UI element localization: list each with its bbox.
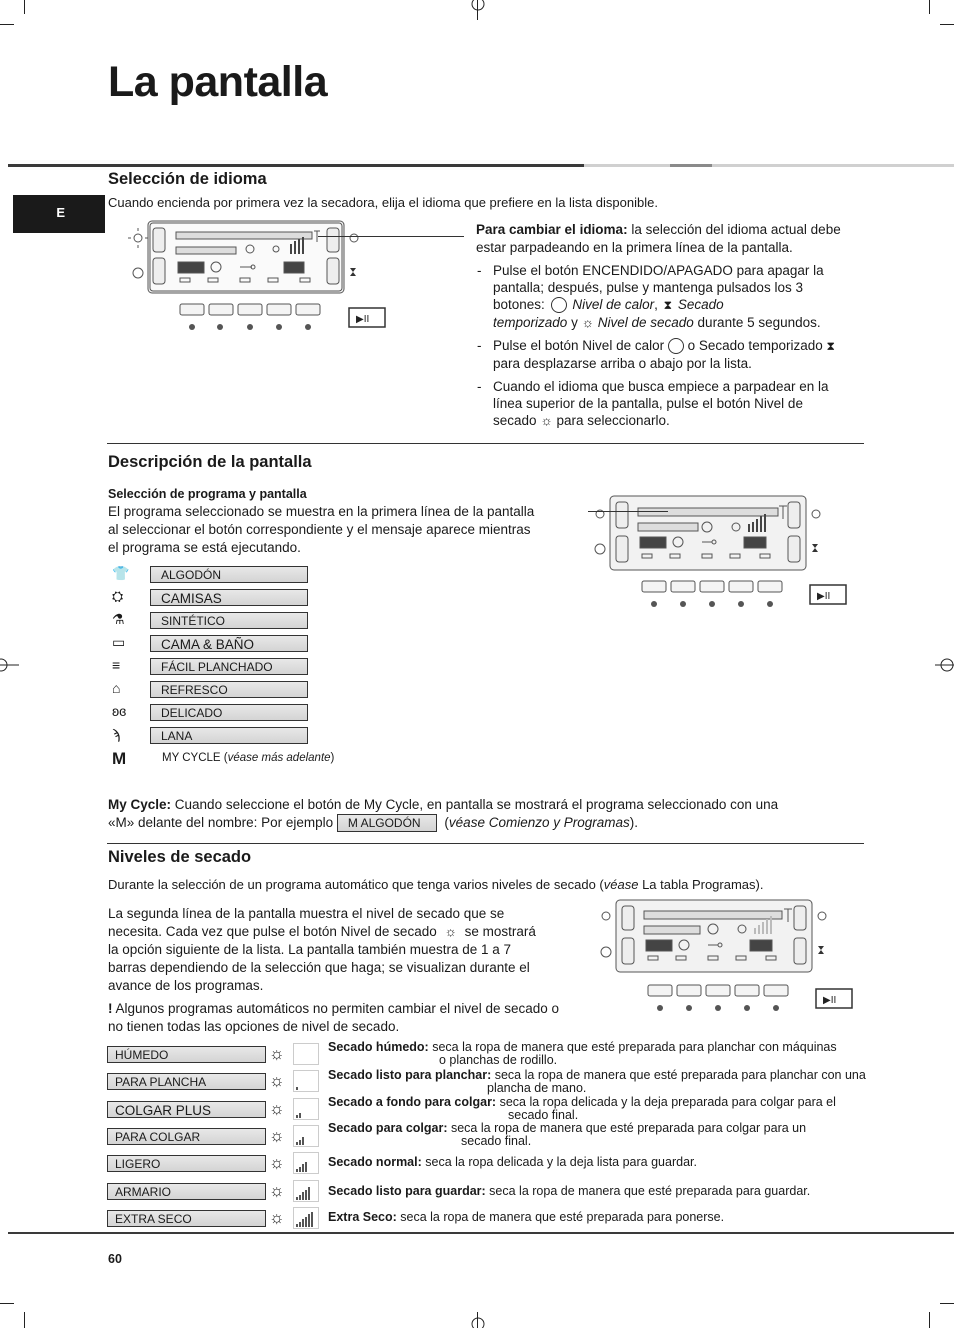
sun-icon: ☼: [269, 1153, 285, 1172]
drying-bars-indicator: [293, 1125, 319, 1147]
drying-bar: [299, 1140, 301, 1145]
subheading-programa: Selección de programa y pantalla: [108, 487, 307, 501]
drying-bar: [308, 1214, 310, 1227]
control-panel-diagram: [592, 896, 862, 1016]
step-dash: -: [477, 379, 482, 394]
step-2: Pulse el botón Nivel de calor o Secado temporizado ⧗ para desplazarse arriba o abajo por la lista.: [493, 338, 835, 371]
drying-level-desc-2: plancha de mano.: [487, 1081, 587, 1095]
drying-bars-indicator: [293, 1098, 319, 1120]
drying-bar: [308, 1159, 310, 1172]
drying-level-label: PARA PLANCHA: [107, 1073, 266, 1090]
drying-bar: [314, 1128, 316, 1145]
drying-level-label: HÚMEDO: [107, 1046, 266, 1063]
drying-level-label: COLGAR PLUS: [107, 1101, 266, 1118]
wool-icon: ϡ: [112, 726, 121, 742]
drying-bar: [302, 1082, 304, 1090]
my-cycle-letter: M: [112, 749, 127, 768]
callout-line: [318, 236, 464, 237]
drying-level-desc-1: seca la ropa de manera que esté preparada para ponerse.: [400, 1210, 725, 1224]
drying-level-name: Secado húmedo:: [328, 1040, 429, 1054]
drying-bar: [299, 1085, 301, 1090]
program-label: FÁCIL PLANCHADO: [150, 658, 308, 675]
sun-icon: ☼: [269, 1208, 285, 1227]
drying-level-description: [328, 1069, 888, 1095]
drying-bar: [299, 1167, 301, 1172]
drying-bar: [299, 1058, 301, 1063]
flask-icon: ⚗: [112, 611, 125, 627]
drying-bar: [302, 1164, 304, 1172]
program-label: DELICADO: [150, 704, 308, 721]
heat-level-icon: [551, 297, 567, 313]
drying-level-desc-1: seca la ropa de manera que esté preparada para planchar con una: [494, 1068, 866, 1082]
drying-bar: [308, 1132, 310, 1145]
drying-level-name: Extra Seco:: [328, 1210, 397, 1224]
drying-bar: [299, 1222, 301, 1227]
drying-bar: [311, 1185, 313, 1200]
drying-bar: [302, 1219, 304, 1227]
sun-icon: ☼: [269, 1099, 285, 1118]
drying-bar: [302, 1192, 304, 1200]
drying-bar: [311, 1048, 313, 1063]
drying-bar: [305, 1162, 307, 1172]
sun-icon: ☼: [269, 1044, 285, 1063]
drying-bar: [305, 1108, 307, 1118]
drying-bar: [311, 1075, 313, 1090]
sun-icon: ☼: [444, 924, 457, 939]
program-label: REFRESCO: [150, 681, 308, 698]
section-heading-descripcion: Descripción de la pantalla: [108, 453, 312, 471]
drying-level-desc-1: seca la ropa delicada y la deja lista para guardar.: [425, 1155, 697, 1169]
step-dash: -: [477, 263, 482, 278]
drying-bar: [314, 1210, 316, 1227]
example-program-box: M ALGODÓN: [337, 814, 437, 832]
drying-bar: [308, 1050, 310, 1063]
heat-level-icon: [668, 338, 684, 354]
drying-level-label: PARA COLGAR: [107, 1128, 266, 1145]
drying-bar: [305, 1080, 307, 1090]
drying-bar: [305, 1135, 307, 1145]
butterfly-icon: ʚɞ: [112, 703, 127, 719]
drying-bar: [302, 1110, 304, 1118]
top-rule-light: [584, 164, 670, 167]
step-1: Pulse el botón ENCENDIDO/APAGADO para apagar la pantalla; después, pulse y mantenga pulsados los 3 botones: Nivel de calor, ⧗ Secado temporizado y ☼ Nivel de secado durante 5 segundos.: [493, 263, 824, 330]
drying-bar: [311, 1103, 313, 1118]
drying-bar: [314, 1183, 316, 1200]
top-rule: [8, 164, 584, 167]
svg-text:▶II: ▶II: [823, 995, 837, 1006]
section-divider: [107, 443, 864, 444]
sun-icon: ☼: [269, 1071, 285, 1090]
hourglass-icon: ⧗: [663, 298, 673, 312]
crop-mark: [0, 1303, 14, 1304]
drying-bar: [305, 1217, 307, 1227]
crop-mark: [24, 1312, 25, 1328]
bed-bath-icon: ▭: [112, 634, 126, 650]
top-rule-light2: [712, 164, 954, 167]
step-3: Cuando el idioma que busca empiece a parpadear en la línea superior de la pantalla, pulse el botón Nivel de secado ☼ para seleccionarlo.: [493, 379, 829, 428]
drying-level-description: [328, 1185, 888, 1198]
my-cycle-paragraph: My Cycle: Cuando seleccione el botón de My Cycle, en pantalla se mostrará el programa seleccionado con una «M» delante del nombre: Por ejemplo M ALGODÓN (véase Comienzo y Programas).: [108, 797, 779, 831]
drying-level-desc-1: seca la ropa de manera que esté preparada para colgar para un: [450, 1121, 807, 1135]
drying-level-desc-1: seca la ropa de manera que esté preparada para planchar con máquinas: [432, 1040, 837, 1054]
drying-bar: [296, 1087, 298, 1090]
crop-mark: [929, 0, 930, 14]
drying-bar: [302, 1055, 304, 1063]
drying-bar: [311, 1212, 313, 1227]
section-heading-niveles: Niveles de secado: [108, 848, 252, 866]
page-title: La pantalla: [108, 58, 328, 106]
drying-level-name: Secado listo para planchar:: [328, 1068, 492, 1082]
drying-bar: [302, 1137, 304, 1145]
drying-bar: [314, 1101, 316, 1118]
registration-mark: [0, 653, 19, 677]
drying-bars-indicator: [293, 1180, 319, 1202]
step-dash: -: [477, 338, 482, 353]
drying-bar: [311, 1130, 313, 1145]
crop-mark: [940, 1303, 954, 1304]
drying-level-name: Secado normal:: [328, 1155, 422, 1169]
drying-bar: [314, 1046, 316, 1063]
drying-level-desc-2: secado final.: [461, 1134, 532, 1148]
descripcion-text: El programa seleccionado se muestra en la primera línea de la pantalla al seleccionar el botón correspondiente y el mensaje aparece mientras el programa se está ejecutando.: [108, 504, 535, 555]
sun-icon: ☼: [269, 1126, 285, 1145]
drying-bar: [299, 1113, 301, 1118]
top-rule-mid: [670, 164, 712, 167]
drying-bar: [296, 1197, 298, 1200]
drying-level-description: [328, 1041, 888, 1067]
drying-bar: [308, 1187, 310, 1200]
drying-level-desc-2: o planchas de rodillo.: [439, 1053, 558, 1067]
drying-bar: [296, 1060, 298, 1063]
iron-icon: ≡: [112, 657, 121, 673]
warning-note: ! Algunos programas automáticos no permiten cambiar el nivel de secado o no tienen todas las opciones de nivel de secado.: [108, 1001, 559, 1034]
crop-mark: [929, 1312, 930, 1328]
sun-icon: ☼: [581, 315, 594, 330]
drying-bar: [299, 1195, 301, 1200]
my-cycle-label: MY CYCLE (véase más adelante): [162, 752, 335, 764]
crop-mark: [940, 24, 954, 25]
page-number: 60: [108, 1252, 122, 1266]
registration-mark: [468, 0, 488, 20]
shirt-icon: 👕: [112, 565, 130, 581]
bottom-rule: [8, 1232, 954, 1234]
drying-bar: [296, 1169, 298, 1172]
drying-bar: [314, 1155, 316, 1172]
refresh-shirt-icon: ⌂: [112, 680, 121, 696]
drying-level-label: EXTRA SECO: [107, 1210, 266, 1227]
svg-text:▶II: ▶II: [817, 591, 831, 602]
drying-level-description: [328, 1211, 888, 1224]
sun-icon: ☼: [269, 1181, 285, 1200]
drying-level-name: Secado para colgar:: [328, 1121, 448, 1135]
crop-mark: [0, 24, 14, 25]
program-label: ALGODÓN: [150, 566, 308, 583]
program-label: CAMA & BAÑO: [150, 635, 308, 652]
drying-bar: [314, 1073, 316, 1090]
drying-bar: [296, 1115, 298, 1118]
cambiar-bold: Para cambiar el idioma:: [476, 222, 628, 237]
language-tab: E: [13, 195, 105, 233]
registration-mark: [468, 1308, 488, 1328]
drying-bars-indicator: [293, 1207, 319, 1229]
drying-bar: [308, 1077, 310, 1090]
niveles-paragraph: La segunda línea de la pantalla muestra el nivel de secado que se necesita. Cada vez que pulse el botón Nivel de secado ☼ se mostrará la opción siguiente de la lista. La pantalla también muestra de 1 a 7 barras dependiendo de la selección que haga; se visualizan durante el avance de los programas.: [108, 906, 536, 993]
niveles-intro: Durante la selección de un programa automático que tenga varios niveles de secado (véase La tabla Programas).: [108, 877, 764, 892]
drying-level-description: [328, 1122, 888, 1148]
idioma-intro: Cuando encienda por primera vez la secadora, elija el idioma que prefiere en la lista disponible.: [108, 195, 658, 210]
hourglass-icon: ⧗: [826, 339, 835, 353]
cambiar-idioma-text: Para cambiar el idioma: la selección del idioma actual debe estar parpadeando en la primera línea de la pantalla.: [476, 222, 841, 255]
shirts-icon: ⛭: [112, 588, 124, 604]
sun-icon: ☼: [540, 413, 553, 428]
drying-bars-indicator: [293, 1070, 319, 1092]
section-heading-idioma: Selección de idioma: [108, 170, 267, 188]
drying-level-description: [328, 1156, 888, 1169]
drying-level-label: LIGERO: [107, 1155, 266, 1172]
drying-level-desc-2: secado final.: [508, 1108, 579, 1122]
drying-level-desc-1: seca la ropa de manera que esté preparada para guardar.: [489, 1184, 811, 1198]
callout-line: [588, 511, 668, 512]
svg-text:▶II: ▶II: [356, 314, 370, 325]
drying-bar: [308, 1105, 310, 1118]
drying-bar: [311, 1157, 313, 1172]
drying-bar: [305, 1053, 307, 1063]
section-divider: [107, 843, 864, 844]
drying-level-desc-1: seca la ropa delicada y la deja preparada para colgar para el: [499, 1095, 836, 1109]
registration-mark: [935, 653, 954, 677]
program-label: SINTÉTICO: [150, 612, 308, 629]
crop-mark: [24, 0, 25, 14]
drying-level-description: [328, 1096, 888, 1122]
drying-bars-indicator: [293, 1043, 319, 1065]
drying-bar: [296, 1142, 298, 1145]
drying-bar: [296, 1224, 298, 1227]
program-label: CAMISAS: [150, 589, 308, 606]
drying-level-label: ARMARIO: [107, 1183, 266, 1200]
drying-bar: [305, 1190, 307, 1200]
drying-level-name: Secado a fondo para colgar:: [328, 1095, 497, 1109]
drying-level-name: Secado listo para guardar:: [328, 1184, 486, 1198]
drying-bars-indicator: [293, 1152, 319, 1174]
program-label: LANA: [150, 727, 308, 744]
